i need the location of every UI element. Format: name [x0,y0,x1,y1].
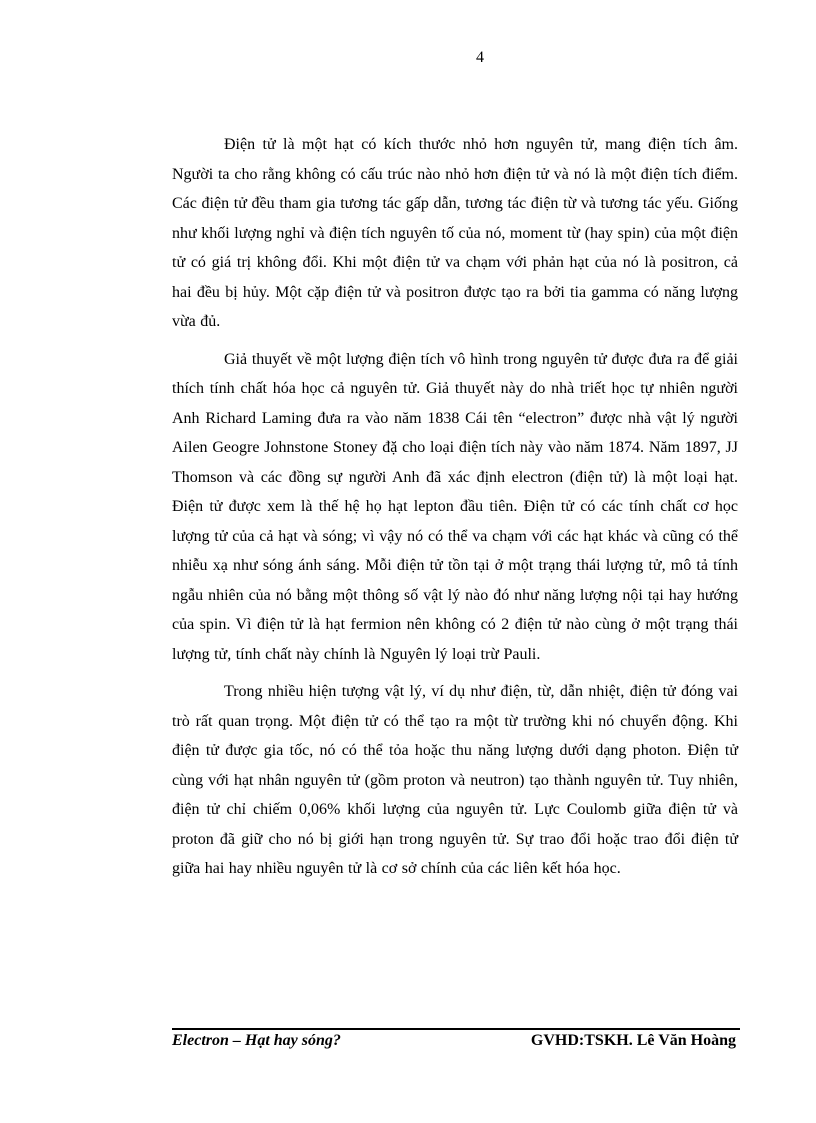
paragraph-electron-definition: Điện tử là một hạt có kích thước nhỏ hơn nguyên tử, mang điện tích âm. Người ta cho rằng không có cấu trúc nào nhỏ hơn điện tử và nó là một điện tích điểm. Các điện tử đều tham gia tương tác gấp dẫn, tương tác điện từ và tương tác yếu. Giống như khối lượng nghỉ và điện tích nguyên tố của nó, moment từ (hay spin) của một điện tử có giá trị không đổi. Khi một điện tử va chạm với phản hạt của nó là positron, cả hai đều bị hủy. Một cặp điện tử và positron được tạo ra bởi tia gamma có năng lượng vừa đủ. [172,136,738,330]
paragraph-electron-role: Trong nhiều hiện tượng vật lý, ví dụ như điện, từ, dẫn nhiệt, điện tử đóng vai trò rất quan trọng. Một điện tử có thể tạo ra một từ trường khi nó chuyển động. Khi điện tử được gia tốc, nó có thể tỏa hoặc thu năng lượng dưới dạng photon. Điện tử cùng với hạt nhân nguyên tử (gồm proton và neutron) tạo thành nguyên tử. Tuy nhiên, điện tử chỉ chiếm 0,06% khối lượng của nguyên tử. Lực Coulomb giữa điện tử và proton đã giữ cho nó bị giới hạn trong nguyên tử. Sự trao đổi hoặc trao đổi điện tử giữa hai hay nhiều nguyên tử là cơ sở chính của các liên kết hóa học. [172,683,738,877]
body-text [172,130,738,892]
paragraph-electron-history: Giả thuyết về một lượng điện tích vô hình trong nguyên tử được đưa ra để giải thích tính chất hóa học cả nguyên tử. Giả thuyết này do nhà triết học tự nhiên người Anh Richard Laming đưa ra vào năm 1838 Cái tên “electron” được nhà vật lý người Ailen Geogre Johnstone Stoney đặ cho loại điện tích này vào năm 1874. Năm 1897, JJ Thomson và các đồng sự người Anh đã xác định electron (điện tử) là một loại hạt. Điện tử được xem là thế hệ họ hạt lepton đầu tiên. Điện tử có các tính chất cơ học lượng tử của cả hạt và sóng; vì vậy nó có thể va chạm với các hạt khác và cũng có thể nhiễu xạ như sóng ánh sáng. Mỗi điện tử tồn tại ở một trạng thái lượng tử, mô tả tính ngẫu nhiên của nó bằng một thông số vật lý nào đó như năng lượng nội tại hay hướng của spin. Vì điện tử là hạt fermion nên không có 2 điện tử nào cùng ở một trạng thái lượng tử, tính chất này chính là Nguyên lý loại trừ Pauli. [172,350,738,663]
footer-divider [172,1028,740,1030]
page-number: 4 [476,49,484,66]
footer-document-title: Electron – Hạt hay sóng? [172,1032,341,1049]
footer-advisor: GVHD:TSKH. Lê Văn Hoàng [530,1032,736,1049]
